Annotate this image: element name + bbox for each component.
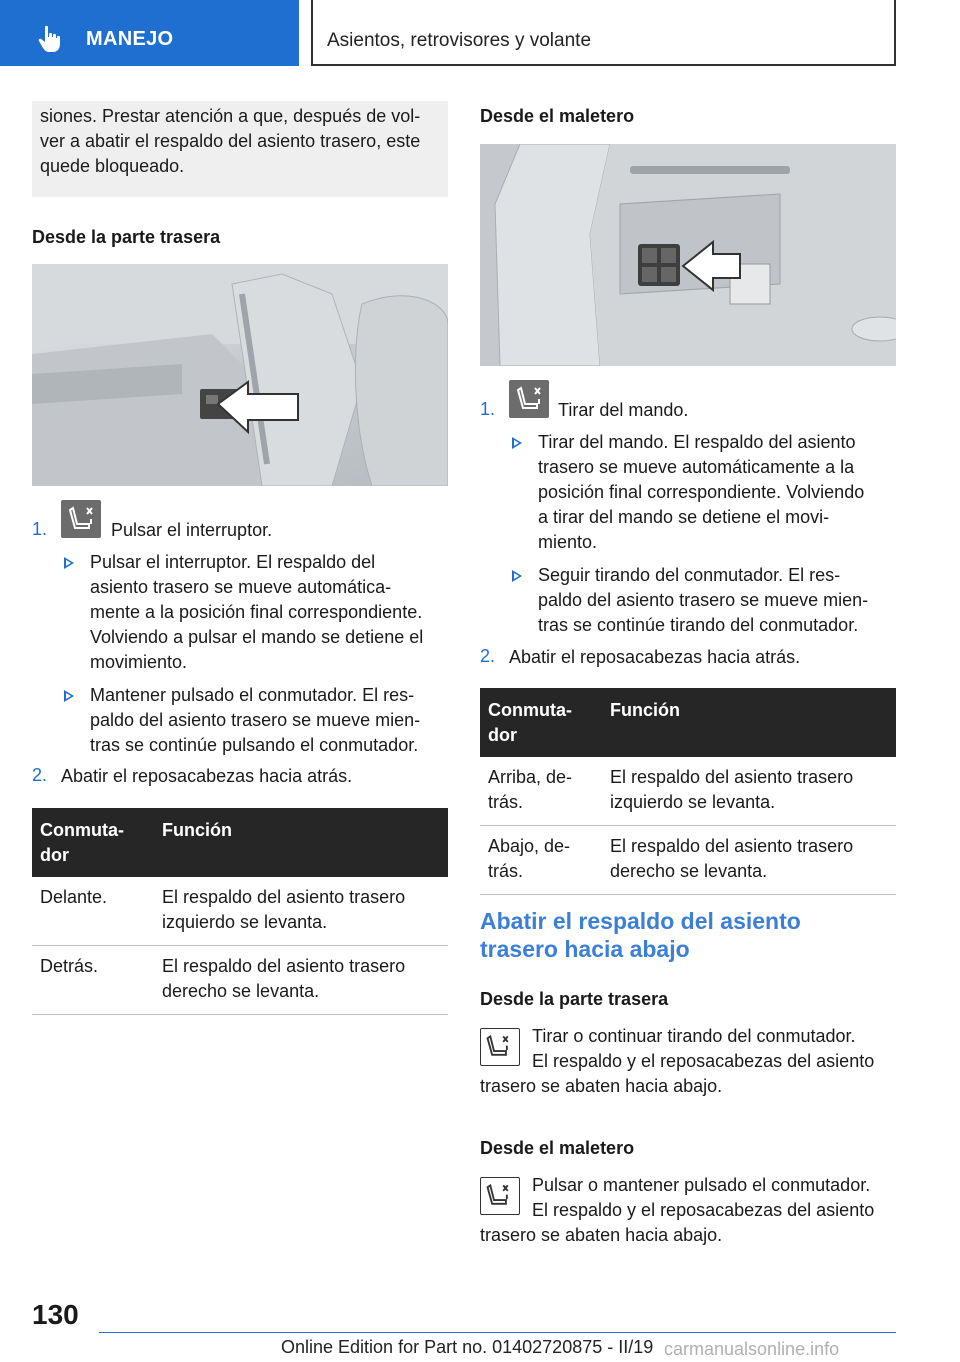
line: asiento trasero se mueve automática- — [90, 577, 392, 597]
line: derecho se levanta. — [162, 981, 320, 1001]
bullet-paragraph — [90, 550, 423, 675]
bullet-triangle-icon — [64, 690, 74, 702]
table-cell — [32, 946, 154, 1015]
step-text: Pulsar el interruptor. — [111, 520, 273, 540]
hand-pointer-icon — [36, 24, 66, 54]
line: Arriba, de- — [488, 767, 573, 787]
table-cell — [480, 826, 602, 895]
line: derecho se levanta. — [610, 861, 768, 881]
table-cell — [154, 877, 448, 946]
line: El respaldo y el reposacabezas del asiento — [532, 1051, 875, 1071]
table-cell — [154, 946, 448, 1015]
step-number: 2. — [480, 646, 496, 666]
line: trás. — [488, 861, 524, 881]
line: trasero hacia abajo — [480, 936, 690, 962]
subheading-trunk: Desde el maletero — [480, 106, 635, 126]
table-row — [32, 877, 448, 946]
line: izquierdo se levanta. — [610, 792, 776, 812]
line: Pulsar el interruptor. El respaldo del — [90, 552, 376, 572]
line: Abajo, de- — [488, 836, 571, 856]
bullet-triangle-icon — [512, 570, 522, 582]
line: a tirar del mando se detiene el movi- — [538, 507, 830, 527]
table-cell — [480, 757, 602, 826]
line: trasero se mueve automáticamente a la — [538, 457, 855, 477]
step-text: Abatir el reposacabezas hacia atrás. — [61, 766, 353, 786]
switch-function-table — [32, 808, 448, 1015]
bullet-paragraph — [90, 683, 420, 758]
line: Tirar o continuar tirando del conmutador. — [532, 1026, 856, 1046]
table-cell — [602, 826, 896, 895]
footer-divider — [99, 1332, 896, 1333]
line: Detrás. — [40, 956, 99, 976]
paragraph — [532, 1173, 874, 1223]
trunk-illustration — [480, 144, 896, 366]
subheading-trunk: Desde el maletero — [480, 1138, 635, 1158]
line: Delante. — [40, 887, 108, 907]
line: Función — [162, 820, 232, 840]
line: Abatir el respaldo del asiento — [480, 908, 801, 934]
line: mente a la posición final correspondiente. — [90, 602, 423, 622]
line: posición final correspondiente. Volviendo — [538, 482, 865, 502]
section-tab — [0, 0, 299, 66]
switch-function-table — [480, 688, 896, 895]
note-line: ver a abatir el respaldo del asiento trasero, este — [40, 131, 421, 151]
line: El respaldo del asiento trasero — [610, 767, 854, 787]
line: tras se continúe tirando del conmutador. — [538, 615, 859, 635]
table-header-row — [32, 808, 448, 877]
paragraph-continued: trasero se abaten hacia abajo. — [480, 1076, 723, 1096]
page-number: 130 — [32, 1299, 79, 1330]
line: El respaldo del asiento trasero — [162, 887, 406, 907]
table-row — [32, 946, 448, 1015]
line: El respaldo del asiento trasero — [610, 836, 854, 856]
seat-fold-icon — [480, 1028, 520, 1066]
line: El respaldo y el reposacabezas del asiento — [532, 1200, 875, 1220]
bullet-paragraph — [538, 563, 868, 638]
line: Mantener pulsado el conmutador. El res- — [90, 685, 415, 705]
step-number: 1. — [32, 519, 48, 539]
table-row — [480, 757, 896, 826]
table-header — [480, 688, 602, 757]
table-header — [32, 808, 154, 877]
seat-switch-icon — [61, 500, 101, 538]
rear-seat-photo — [32, 264, 448, 486]
line: Seguir tirando del conmutador. El res- — [538, 565, 841, 585]
edition-text: Online Edition for Part no. 01402720875 - II/19 — [281, 1337, 654, 1357]
trunk-photo — [480, 144, 896, 366]
bullet-triangle-icon — [512, 437, 522, 449]
paragraph-continued: trasero se abaten hacia abajo. — [480, 1225, 723, 1245]
step-number: 1. — [480, 399, 496, 419]
section-title: MANEJO — [86, 28, 174, 50]
line: paldo del asiento trasero se mueve mien- — [538, 590, 869, 610]
section-heading — [480, 907, 801, 963]
table-header — [154, 808, 448, 877]
line: Función — [610, 700, 680, 720]
step-text: Tirar del mando. — [558, 400, 689, 420]
bullet-triangle-icon — [64, 557, 74, 569]
line: dor — [488, 725, 517, 745]
seat-switch-icon — [509, 380, 549, 418]
line: Tirar del mando. El respaldo del asiento — [538, 432, 856, 452]
line: Volviendo a pulsar el mando se detiene el — [90, 627, 424, 647]
subheading-rear: Desde la parte trasera — [480, 989, 669, 1009]
line: paldo del asiento trasero se mueve mien- — [90, 710, 421, 730]
table-cell — [32, 877, 154, 946]
line: izquierdo se levanta. — [162, 912, 328, 932]
line: trás. — [488, 792, 524, 812]
table-header-row — [480, 688, 896, 757]
paragraph — [532, 1024, 874, 1074]
rear-seat-illustration — [32, 264, 448, 486]
table-header — [602, 688, 896, 757]
line: tras se continúe pulsando el conmutador. — [90, 735, 419, 755]
note-line: siones. Prestar atención a que, después de vol- — [40, 106, 421, 126]
note-line: quede bloqueado. — [40, 156, 185, 176]
line: Pulsar o mantener pulsado el conmutador. — [532, 1175, 871, 1195]
watermark: carmanualsonline.info — [664, 1339, 840, 1359]
subheading-rear: Desde la parte trasera — [32, 227, 221, 247]
chapter-title: Asientos, retrovisores y volante — [327, 30, 592, 51]
table-cell — [602, 757, 896, 826]
line: movimiento. — [90, 652, 188, 672]
line: miento. — [538, 532, 598, 552]
bullet-paragraph — [538, 430, 864, 555]
chapter-header — [311, 0, 896, 66]
line: El respaldo del asiento trasero — [162, 956, 406, 976]
note-box — [32, 101, 448, 197]
step-text: Abatir el reposacabezas hacia atrás. — [509, 647, 801, 667]
seat-fold-icon — [480, 1177, 520, 1215]
step-number: 2. — [32, 765, 48, 785]
line: Conmuta- — [40, 820, 124, 840]
table-row — [480, 826, 896, 895]
line: dor — [40, 845, 69, 865]
line: Conmuta- — [488, 700, 572, 720]
